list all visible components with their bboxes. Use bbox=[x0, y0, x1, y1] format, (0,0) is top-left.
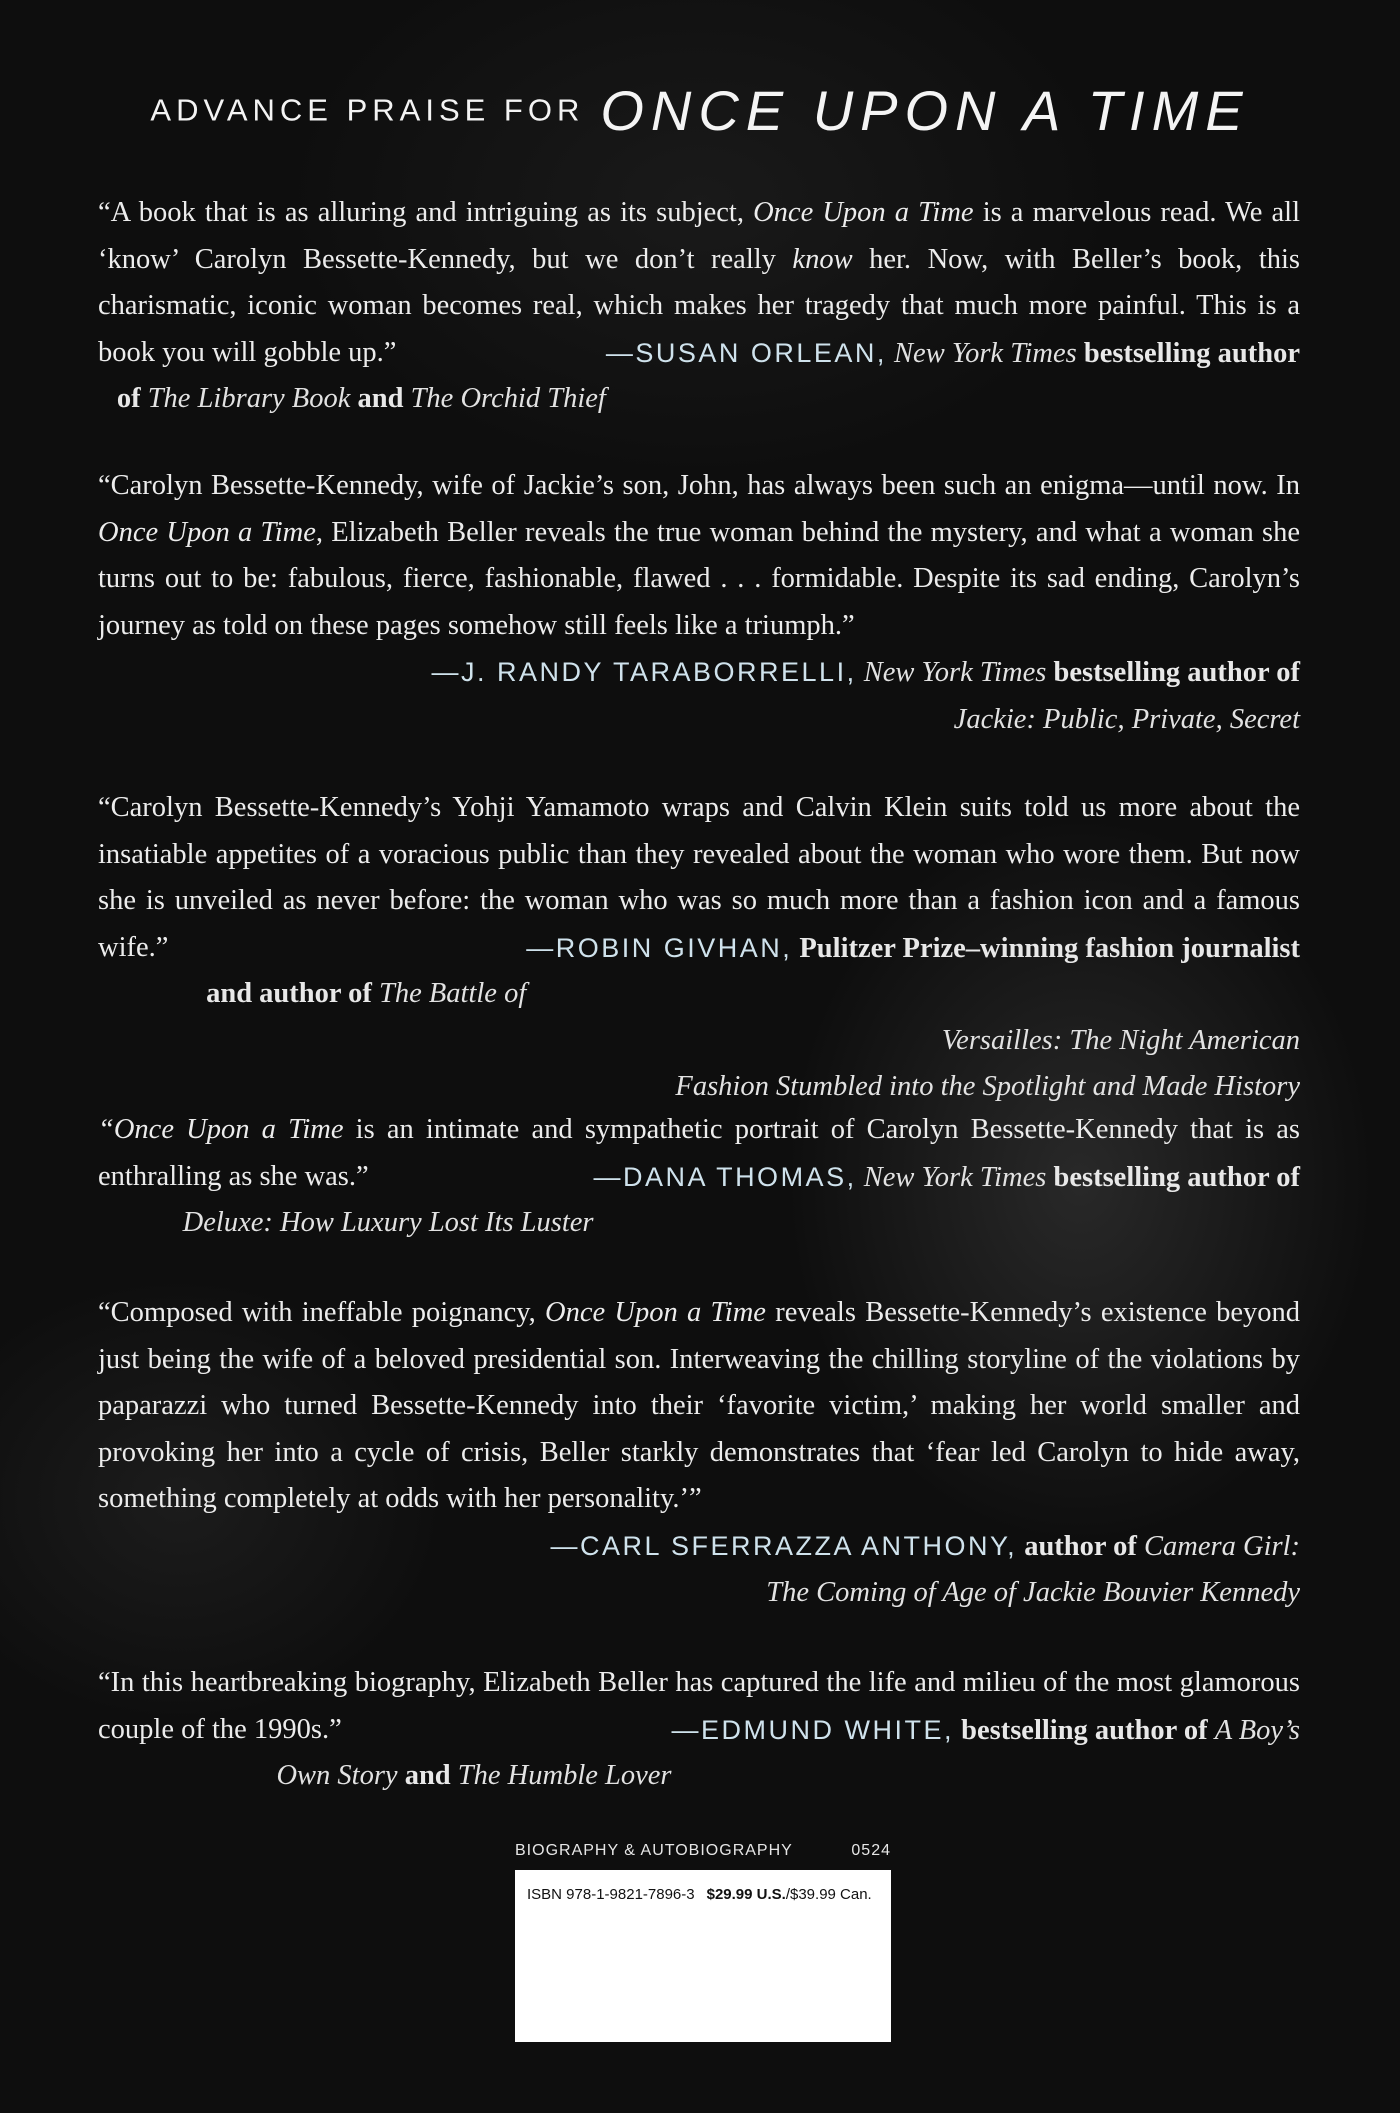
blurb-attribution-continued: Fashion Stumbled into the Spotlight and Made History bbox=[675, 1071, 1300, 1102]
blurb-attribution: —CARL SFERRAZZA ANTHONY, author of Camera Girl: bbox=[550, 1530, 1300, 1562]
attribution-name: —CARL SFERRAZZA ANTHONY, bbox=[550, 1530, 1018, 1561]
attribution-name: —EDMUND WHITE, bbox=[671, 1714, 954, 1745]
blurb-attribution: —J. RANDY TARABORRELLI, New York Times bestselling author of bbox=[431, 657, 1300, 688]
blurb-quote: “In this heartbreaking biography, Elizabeth Beller has captured the life and milieu of the most glamorous couple of the 1990s.” —EDMUND WHITE, bestselling author of A Boy’s bbox=[98, 1660, 1300, 1753]
blurb-attribution: —ROBIN GIVHAN, Pulitzer Prize–winning fashion journalist bbox=[526, 932, 1300, 964]
blurb-susan-orlean bbox=[98, 190, 1300, 423]
blurb-quote: “Carolyn Bessette-Kennedy’s Yohji Yamamoto wraps and Calvin Klein suits told us more about the insatiable appetites of a voracious public than they revealed about the woman who wore them. But now she is unveiled as never before: the woman who was so much more than a fashion icon and a famous wife.” —ROBIN GIVHAN, Pulitzer Prize–winning fashion journalist bbox=[98, 785, 1300, 971]
heading-lead: ADVANCE PRAISE FOR bbox=[150, 92, 585, 128]
isbn: ISBN 978-1-9821-7896-3 bbox=[527, 1886, 695, 1903]
attribution-name: —ROBIN GIVHAN, bbox=[526, 932, 793, 963]
heading-book-title: ONCE UPON A TIME bbox=[600, 79, 1250, 142]
blurb-quote: “Once Upon a Time is an intimate and sympathetic portrait of Carolyn Bessette-Kennedy that is as enthralling as she was.” —DANA THOMAS, New York Times bestselling author of bbox=[98, 1107, 1300, 1200]
blurb-attribution-continued: Own Story and The Humble Lover bbox=[276, 1760, 672, 1791]
blurb-attribution-continued: Deluxe: How Luxury Lost Its Luster bbox=[182, 1207, 594, 1238]
attribution-name: —SUSAN ORLEAN, bbox=[605, 337, 887, 368]
blurb-carl-anthony bbox=[98, 1290, 1300, 1617]
blurb-edmund-white bbox=[98, 1660, 1300, 1800]
barcode-category-line bbox=[515, 1842, 891, 1860]
category-code: 0524 bbox=[851, 1842, 891, 1859]
blurb-attribution: —DANA THOMAS, New York Times bestselling author of bbox=[593, 1161, 1300, 1193]
blurb-quote: “Carolyn Bessette-Kennedy, wife of Jackie’s son, John, has always been such an enigma—until now. In Once Upon a Time, Elizabeth Beller reveals the true woman behind the mystery, and what a woman she turns out to be: fabulous, fierce, fashionable, flawed . . . formidable. Despite its sad ending, Carolyn’s journey as told on these pages somehow still feels like a triumph.” bbox=[98, 470, 1301, 641]
blurb-attribution-continued: The Coming of Age of Jackie Bouvier Kennedy bbox=[766, 1577, 1300, 1608]
blurb-quote: “A book that is as alluring and intriguing as its subject, Once Upon a Time is a marvelous read. We all ‘know’ Carolyn Bessette-Kennedy, but we don’t really know her. Now, with Beller’s book, this charismatic, iconic woman becomes real, which makes her tragedy that much more painful. This is a book you will gobble up.” —SUSAN ORLEAN, New York Times bestselling author bbox=[98, 190, 1300, 376]
attribution-name: —J. RANDY TARABORRELLI, bbox=[431, 657, 857, 687]
blurb-randy-taraborrelli bbox=[98, 463, 1300, 743]
blurb-attribution-continued: of The Library Book and The Orchid Thief bbox=[116, 383, 606, 414]
book-category: BIOGRAPHY & AUTOBIOGRAPHY bbox=[515, 1842, 793, 1859]
attribution-name: —DANA THOMAS, bbox=[593, 1161, 857, 1192]
blurb-robin-givhan bbox=[98, 785, 1300, 1111]
blurb-attribution: —EDMUND WHITE, bestselling author of A Boy’s bbox=[671, 1714, 1300, 1746]
praise-heading bbox=[0, 78, 1400, 143]
isbn-price-line bbox=[527, 1886, 872, 1903]
blurb-attribution-continued: Jackie: Public, Private, Secret bbox=[953, 703, 1300, 735]
blurb-attribution: —SUSAN ORLEAN, New York Times bestselling author bbox=[605, 337, 1300, 369]
price-can: /$39.99 Can. bbox=[785, 1886, 872, 1903]
blurb-quote: “Composed with ineffable poignancy, Once Upon a Time reveals Bessette-Kennedy’s existence beyond just being the wife of a beloved presidential son. Interweaving the chilling storyline of the violations by paparazzi who turned Bessette-Kennedy into their ‘favorite victim,’ making her world smaller and provoking her into a cycle of crisis, Beller starkly demonstrates that ‘fear led Carolyn to hide away, something completely at odds with her personality.’” bbox=[98, 1297, 1301, 1514]
barcode-box bbox=[515, 1870, 891, 2042]
price-us: $29.99 U.S. bbox=[706, 1886, 786, 1903]
blurb-dana-thomas bbox=[98, 1107, 1300, 1247]
blurb-attribution-continued: and author of The Battle of Versailles: The Night American bbox=[206, 978, 1300, 1056]
